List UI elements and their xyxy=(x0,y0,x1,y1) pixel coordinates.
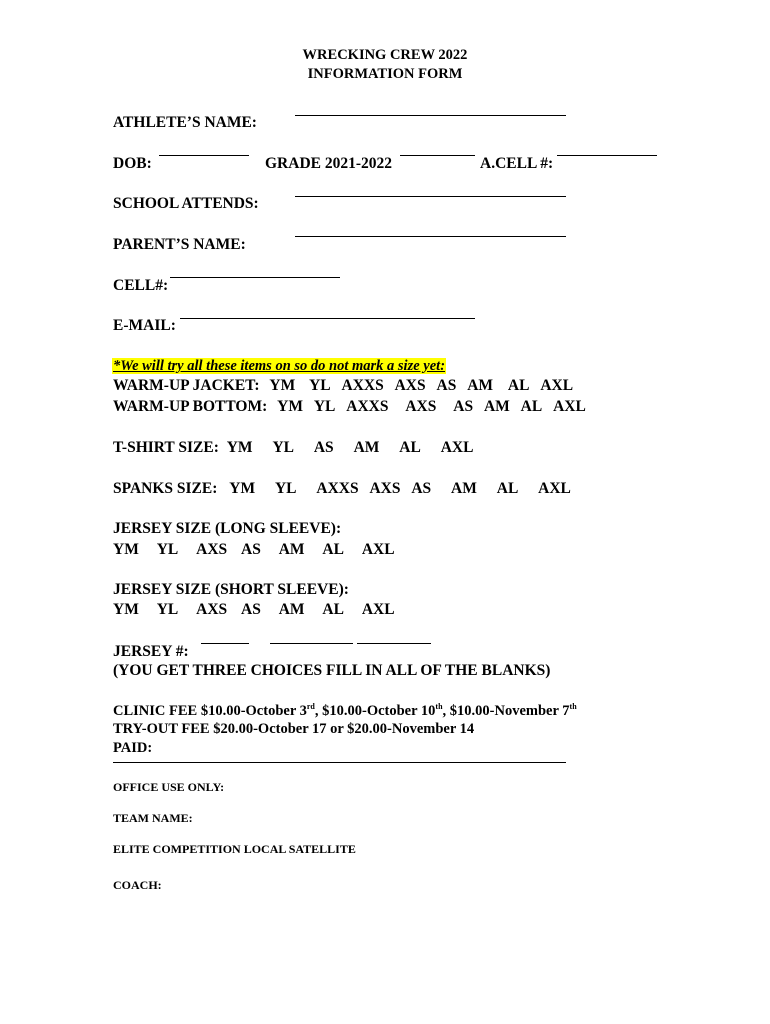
size-option: AS xyxy=(436,377,457,394)
ordinal-suffix: rd xyxy=(306,702,315,712)
jersey-instructions: (YOU GET THREE CHOICES FILL IN ALL OF THE BLANKS) xyxy=(113,662,551,679)
tshirt-row xyxy=(113,439,473,457)
size-option: AS xyxy=(241,601,261,618)
size-option: AL xyxy=(322,601,344,618)
size-option: YM xyxy=(269,377,296,394)
jersey-number-label: JERSEY #: xyxy=(113,643,189,660)
cell-blank[interactable] xyxy=(170,277,340,278)
warmup-bottom-label: WARM-UP BOTTOM: xyxy=(113,398,268,415)
jersey-choice-1-blank[interactable] xyxy=(201,643,249,644)
size-option: AM xyxy=(278,601,305,618)
grade-blank[interactable] xyxy=(400,155,475,156)
clinic-fee-line xyxy=(113,703,577,720)
size-option: AS xyxy=(453,398,474,415)
athlete-cell-label: A.CELL #: xyxy=(480,155,554,172)
size-option: AXS xyxy=(369,480,401,497)
size-option: AXL xyxy=(540,377,574,394)
ordinal-suffix: th xyxy=(569,702,577,712)
grade-label: GRADE 2021-2022 xyxy=(265,155,393,172)
warmup-bottom-row xyxy=(113,398,586,416)
jersey-long-row xyxy=(113,541,395,559)
size-option: AXS xyxy=(405,398,437,415)
size-option: YM xyxy=(113,541,139,558)
size-option: YL xyxy=(309,377,331,394)
size-option: YM xyxy=(277,398,303,415)
jersey-long-label: JERSEY SIZE (LONG SLEEVE): xyxy=(113,520,342,537)
athlete-cell-blank[interactable] xyxy=(557,155,657,156)
size-option: YM xyxy=(226,439,253,456)
size-option: AL xyxy=(520,398,543,415)
cell-label: CELL#: xyxy=(113,277,169,294)
dob-label: DOB: xyxy=(113,155,152,172)
clinic-fee-text: , $10.00-November 7 xyxy=(442,703,570,719)
size-option: AM xyxy=(467,377,494,394)
athlete-name-label: ATHLETE’S NAME: xyxy=(113,114,257,131)
size-option: AXL xyxy=(361,541,395,558)
dob-blank[interactable] xyxy=(159,155,249,156)
size-option: YL xyxy=(156,601,179,618)
size-option: YL xyxy=(272,439,294,456)
clinic-fee-text: , $10.00-October 10 xyxy=(314,703,436,719)
size-option: YM xyxy=(229,480,256,497)
size-option: AXS xyxy=(394,377,426,394)
form-subtitle: INFORMATION FORM xyxy=(307,66,463,82)
warmup-jacket-row xyxy=(113,377,573,395)
office-use-header: OFFICE USE ONLY: xyxy=(113,780,225,794)
ordinal-suffix: th xyxy=(435,702,443,712)
coach-label: COACH: xyxy=(113,878,162,892)
size-option: AXXS xyxy=(346,398,389,415)
size-option: AXXS xyxy=(316,480,359,497)
size-option: AL xyxy=(322,541,344,558)
size-option: YL xyxy=(313,398,336,415)
size-option: AXL xyxy=(440,439,474,456)
parent-name-label: PARENT’S NAME: xyxy=(113,236,246,253)
team-name-label: TEAM NAME: xyxy=(113,811,193,825)
sizing-note: *We will try all these items on so do not mark a size yet: xyxy=(113,358,446,374)
size-option: AS xyxy=(411,480,432,497)
school-label: SCHOOL ATTENDS: xyxy=(113,195,259,212)
size-option: AXS xyxy=(196,601,228,618)
size-option: AS xyxy=(241,541,261,558)
size-option: AXS xyxy=(196,541,228,558)
warmup-jacket-label: WARM-UP JACKET: xyxy=(113,377,260,394)
spanks-row xyxy=(113,480,571,498)
size-option: AM xyxy=(278,541,305,558)
size-option: AXL xyxy=(361,601,395,618)
email-label: E-MAIL: xyxy=(113,317,176,334)
form-title: WRECKING CREW 2022 xyxy=(302,47,468,63)
jersey-short-label: JERSEY SIZE (SHORT SLEEVE): xyxy=(113,581,349,598)
size-option: YL xyxy=(156,541,179,558)
athlete-name-blank[interactable] xyxy=(295,115,566,116)
parent-name-blank[interactable] xyxy=(295,236,566,237)
team-levels: ELITE COMPETITION LOCAL SATELLITE xyxy=(113,842,356,856)
spanks-label: SPANKS SIZE: xyxy=(113,480,218,497)
school-blank[interactable] xyxy=(295,196,566,197)
size-option: AL xyxy=(507,377,530,394)
size-option: AM xyxy=(353,439,380,456)
jersey-choice-3-blank[interactable] xyxy=(357,643,431,644)
size-option: AXL xyxy=(553,398,586,415)
size-option: AXL xyxy=(538,480,571,497)
tshirt-label: T-SHIRT SIZE: xyxy=(113,439,219,456)
size-option: AL xyxy=(399,439,421,456)
email-blank[interactable] xyxy=(180,318,475,319)
clinic-fee-text: CLINIC FEE $10.00-October 3 xyxy=(113,703,307,719)
tryout-fee: TRY-OUT FEE $20.00-October 17 or $20.00-November 14 xyxy=(113,721,475,737)
size-option: AL xyxy=(496,480,519,497)
paid-line[interactable] xyxy=(113,762,566,763)
jersey-short-row xyxy=(113,601,395,619)
size-option: AM xyxy=(483,398,510,415)
size-option: AXXS xyxy=(341,377,384,394)
jersey-choice-2-blank[interactable] xyxy=(270,643,353,644)
size-option: AS xyxy=(313,439,334,456)
size-option: YM xyxy=(113,601,139,618)
paid-label: PAID: xyxy=(113,740,153,756)
size-option: AM xyxy=(451,480,477,497)
size-option: YL xyxy=(274,480,297,497)
